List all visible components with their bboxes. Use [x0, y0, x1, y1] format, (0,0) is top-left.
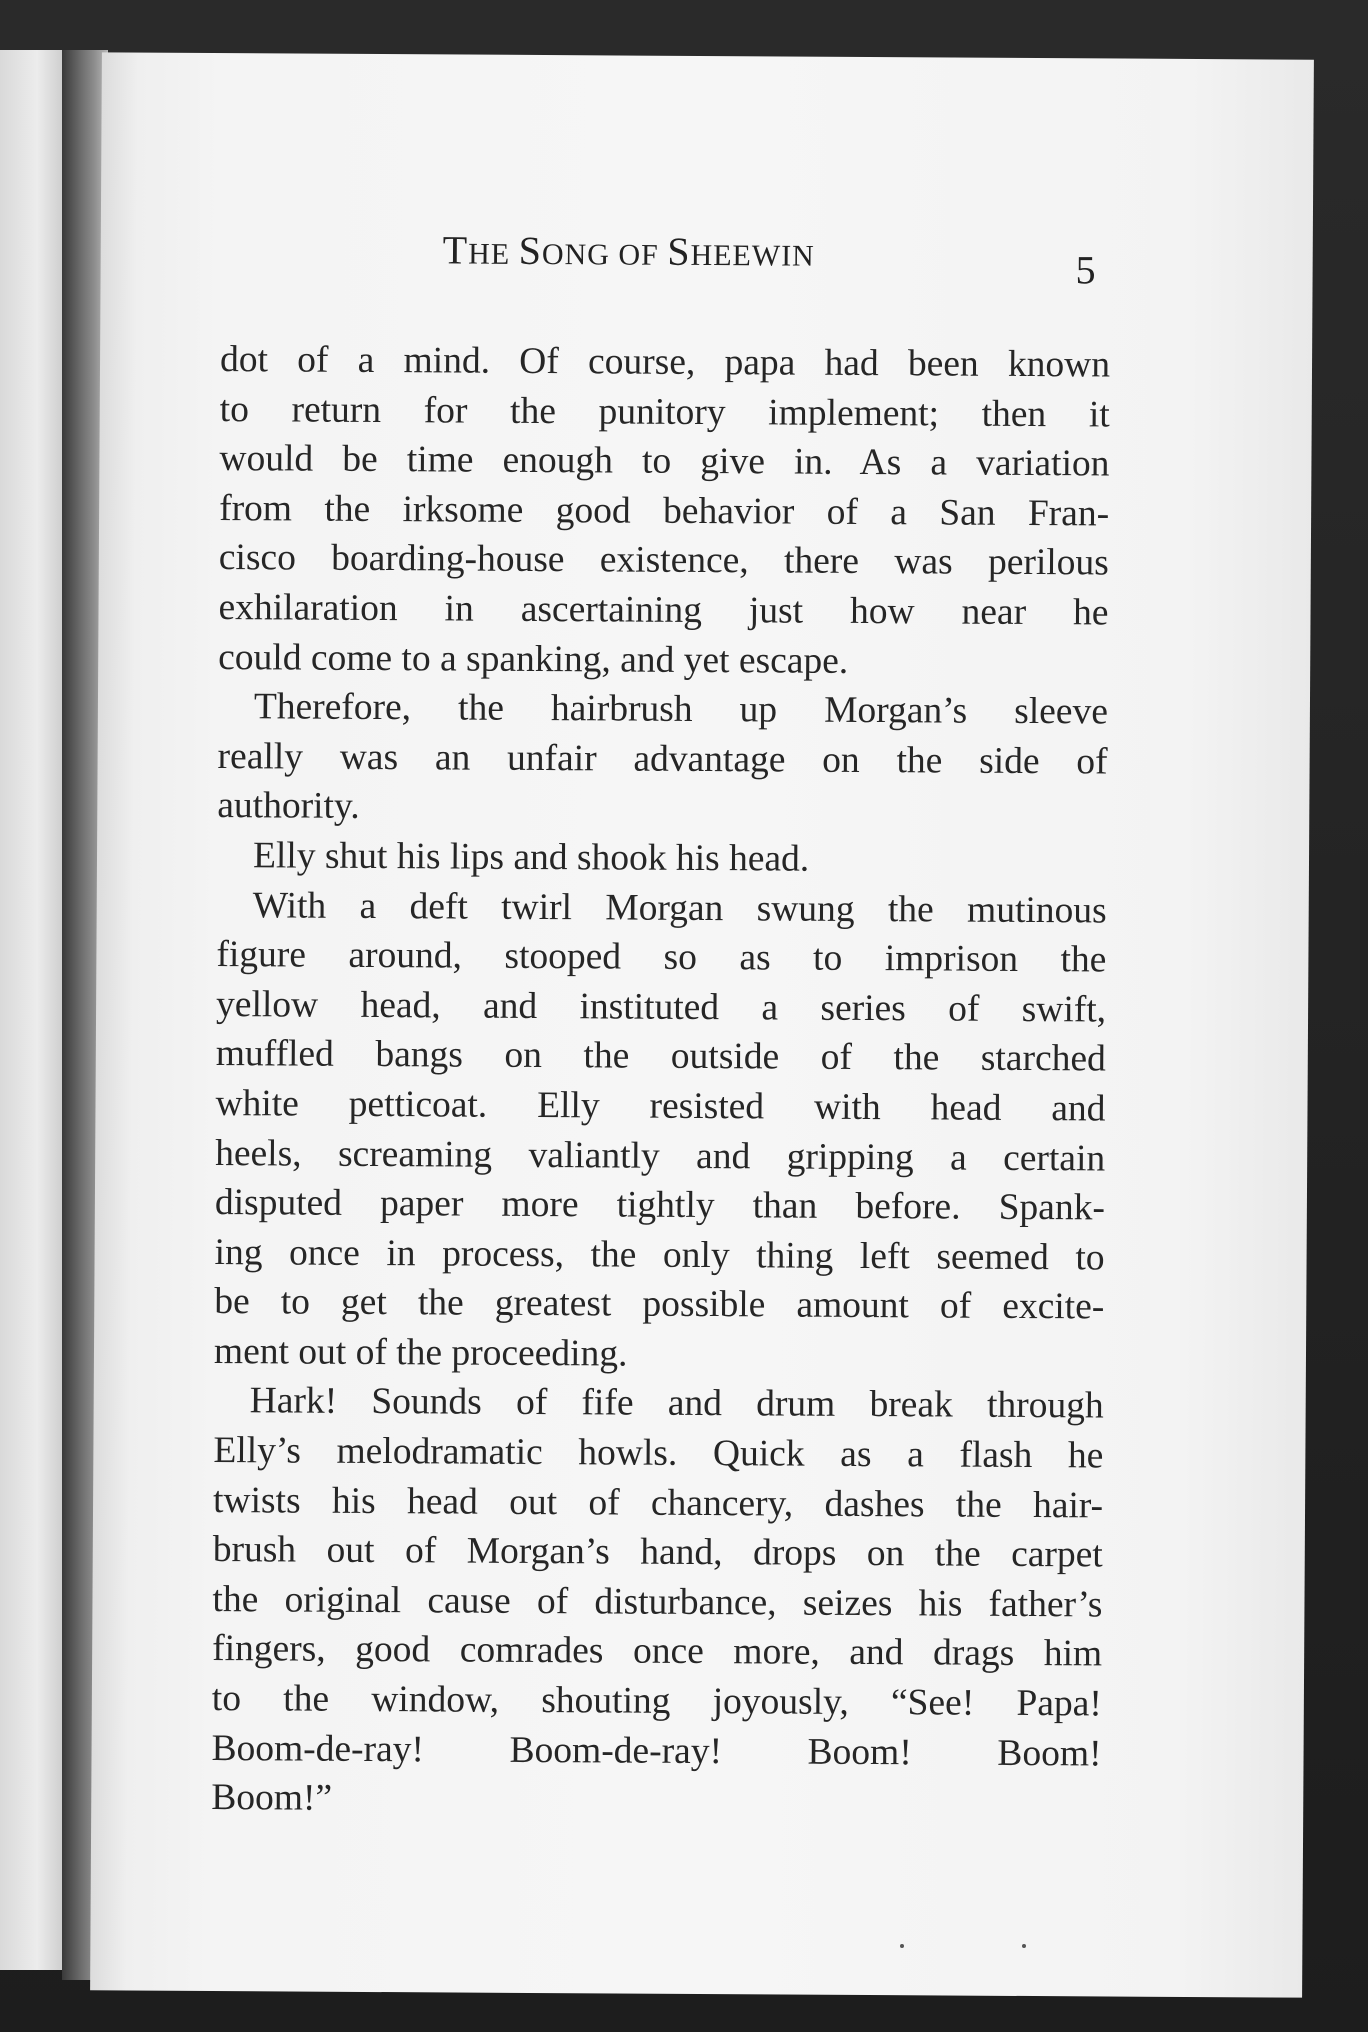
text-line: Hark! Sounds of fife and drum break through [249, 1380, 1104, 1427]
running-title-initial: S [667, 228, 691, 274]
dust-speck [900, 1944, 904, 1948]
text-line: With a deft twirl Morgan swung the mutinous [252, 884, 1107, 932]
running-title-part: ONG OF [541, 238, 668, 272]
paragraph [218, 335, 1110, 688]
page-content [211, 173, 1121, 1819]
book-page [90, 52, 1314, 1997]
text-line: ing once in process, the only thing left seemed to [214, 1231, 1105, 1279]
running-title-part: HEEWIN [690, 238, 815, 273]
text-line: the original cause of disturbance, seizes his father’s [212, 1578, 1103, 1626]
text-line: Elly’s melodramatic howls. Quick as a flash he [213, 1430, 1104, 1477]
text-line: Boom-de-ray! Boom-de-ray! Boom! Boom! [211, 1727, 1102, 1775]
text-line: Therefore, the hairbrush up Morgan’s sleeve [253, 686, 1109, 733]
dust-speck [1022, 1944, 1026, 1948]
text-line: brush out of Morgan’s hand, drops on the carpet [212, 1529, 1103, 1576]
text-line: would be time enough to give in. As a variation [219, 438, 1110, 485]
text-line: exhilaration in ascertaining just how near he [218, 587, 1109, 634]
text-line: twists his head out of chancery, dashes the hair- [212, 1479, 1104, 1527]
text-line: heels, screaming valiantly and gripping a certain [215, 1132, 1106, 1179]
text-line: from the irksome good behavior of a San Fran- [219, 487, 1110, 535]
running-title [443, 226, 815, 275]
text-line: authority. [217, 785, 360, 828]
text-line: fingers, good comrades once more, and drags him [212, 1628, 1103, 1675]
text-line: yellow head, and instituted a series of swift, [215, 983, 1107, 1031]
running-title-initial: S [518, 227, 543, 274]
text-line: be to get the greatest possible amount of excite- [214, 1281, 1105, 1328]
running-head [221, 173, 1121, 293]
running-title-part: HE [468, 237, 519, 271]
text-line: figure around, stooped so as to imprison the [216, 934, 1107, 981]
paragraph [217, 682, 1108, 836]
text-line: cisco boarding-house existence, there was perilous [218, 537, 1109, 584]
facing-page-edge [0, 50, 62, 1970]
text-line: ment out of the proceeding. [213, 1330, 628, 1375]
paragraph [217, 831, 1107, 886]
text-line: Elly shut his lips and shook his head. [252, 835, 810, 880]
page-number: 5 [1075, 247, 1096, 293]
running-title-initial: T [442, 227, 469, 273]
text-line: Boom!” [211, 1777, 333, 1819]
paragraph [211, 1376, 1104, 1828]
paragraph [214, 881, 1107, 1382]
text-line: to the window, shouting joyously, “See! Papa! [211, 1678, 1102, 1725]
body-text [211, 335, 1110, 1828]
text-line: really was an unfair advantage on the side of [217, 735, 1108, 783]
text-line: could come to a spanking, and yet escape. [218, 636, 849, 682]
text-line: white petticoat. Elly resisted with head and [215, 1082, 1106, 1130]
text-line: to return for the punitory implement; then it [219, 388, 1110, 436]
text-line: muffled bangs on the outside of the starched [215, 1033, 1106, 1080]
text-line: disputed paper more tightly than before. Spank- [214, 1182, 1106, 1229]
text-line: dot of a mind. Of course, papa had been known [219, 339, 1111, 386]
